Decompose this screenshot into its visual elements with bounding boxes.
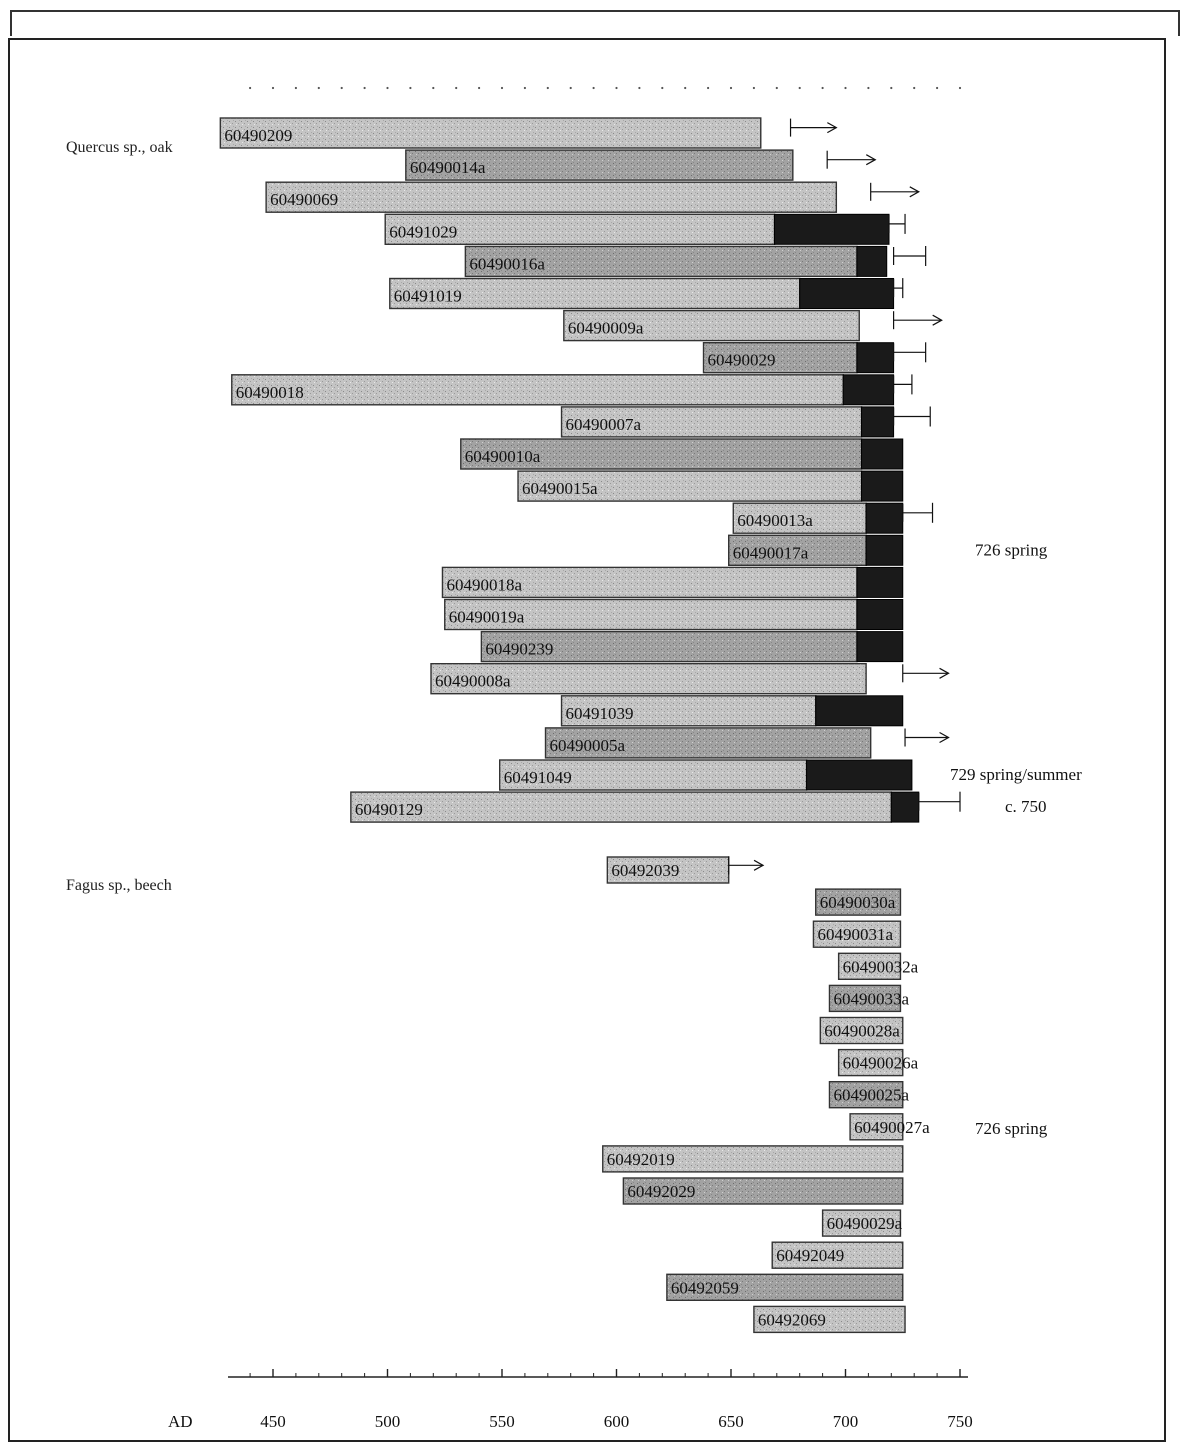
top-dot	[249, 87, 251, 89]
x-tick-label: 700	[832, 1412, 859, 1431]
sample-id-label: 60490033a	[833, 989, 910, 1009]
sample-id-label: 60492039	[611, 861, 680, 880]
sapwood-bar	[857, 600, 903, 630]
sample-id-label: 60490013a	[737, 511, 813, 531]
felling-date-annotation: 726 spring	[975, 1118, 1048, 1138]
top-dot	[272, 87, 274, 89]
x-axis	[228, 1369, 973, 1431]
sapwood-bar	[862, 439, 903, 469]
top-dot	[615, 87, 617, 89]
sapwood-bar	[862, 407, 894, 437]
sample-bar	[607, 856, 763, 883]
sample-bar	[772, 1242, 903, 1268]
top-dot	[341, 87, 343, 89]
top-dot	[295, 87, 297, 89]
x-tick-label: 650	[718, 1412, 744, 1431]
sample-id-label: 60492059	[670, 1278, 739, 1298]
top-dot	[707, 87, 709, 89]
sample-bar	[518, 471, 903, 501]
sample-id-label: 60490008a	[435, 671, 511, 691]
sample-id-label: 60490016a	[469, 254, 545, 274]
sample-bar	[729, 535, 903, 565]
sample-bar	[829, 985, 909, 1011]
sample-id-label: 60492019	[606, 1149, 675, 1169]
sample-id-label: 60490029	[707, 350, 776, 370]
sample-bar	[754, 1306, 905, 1332]
sample-bar	[829, 1082, 909, 1108]
sample-bar	[442, 567, 902, 597]
sample-id-label: 60492029	[627, 1182, 696, 1201]
sapwood-bar	[775, 214, 890, 244]
sample-id-label: 60491039	[565, 703, 634, 723]
top-dot	[776, 87, 778, 89]
sample-id-label: 60490019a	[448, 607, 525, 627]
sample-id-label: 60491019	[393, 286, 462, 306]
group-label-oak: Quercus sp., oak	[66, 139, 173, 156]
sample-id-label: 60490025a	[833, 1085, 910, 1105]
sample-id-label: 60490026a	[842, 1053, 919, 1073]
sapwood-bar	[857, 632, 903, 662]
sample-bars	[220, 118, 960, 1332]
sample-bar	[667, 1274, 903, 1300]
top-dot	[844, 87, 846, 89]
sapwood-bar	[862, 471, 903, 501]
sample-id-label: 60490031a	[817, 925, 893, 945]
heartwood-bar	[232, 375, 843, 405]
sapwood-bar	[807, 760, 912, 790]
top-dot	[822, 87, 824, 89]
sample-id-label: 60492049	[776, 1246, 845, 1266]
sample-id-label: 60490028a	[824, 1021, 900, 1041]
top-dot	[959, 87, 961, 89]
sample-id-label: 60490014a	[409, 158, 486, 178]
felling-date-annotation: 729 spring/summer	[950, 765, 1082, 784]
sapwood-bar	[866, 535, 903, 565]
x-axis-label: AD	[168, 1412, 193, 1431]
heartwood-bar	[266, 182, 836, 212]
sample-bar	[465, 246, 925, 276]
x-tick-label: 600	[603, 1412, 630, 1431]
heartwood-bar	[220, 118, 760, 148]
sapwood-bar	[857, 343, 894, 373]
sample-id-label: 60492069	[757, 1310, 826, 1330]
sample-bar	[823, 1210, 903, 1236]
x-tick-label: 550	[489, 1412, 515, 1431]
sample-id-label: 60490017a	[732, 543, 809, 563]
sapwood-bar	[891, 792, 918, 822]
sample-bar	[816, 889, 901, 915]
sample-bar	[603, 1146, 903, 1172]
top-dot	[570, 87, 572, 89]
sample-id-label: 60490018a	[446, 575, 523, 595]
sample-bar	[704, 342, 926, 372]
felling-date-annotation: 726 spring	[975, 540, 1048, 560]
x-tick-label: 500	[374, 1412, 401, 1431]
top-dot-row	[249, 87, 961, 89]
sapwood-bar	[857, 246, 887, 276]
sapwood-bar	[800, 279, 894, 309]
annotations	[950, 540, 1082, 1138]
top-dot	[386, 87, 388, 89]
sapwood-bar	[816, 696, 903, 726]
top-dot	[936, 87, 938, 89]
heartwood-bar	[351, 792, 891, 822]
sample-bar	[820, 1018, 902, 1044]
sapwood-bar	[857, 567, 903, 597]
group-label-beech: Fagus sp., beech	[66, 877, 172, 894]
sample-id-label: 60490009a	[567, 318, 644, 338]
sample-bar	[445, 600, 903, 630]
sample-id-label: 60490069	[270, 190, 339, 210]
sample-bar	[733, 503, 932, 533]
sample-id-label: 60490027a	[854, 1117, 930, 1137]
sample-id-label: 60491049	[503, 768, 572, 787]
top-dot	[890, 87, 892, 89]
sample-id-label: 60490015a	[522, 479, 598, 499]
top-dot	[455, 87, 457, 89]
sample-bar	[232, 374, 912, 404]
sample-bar	[351, 792, 960, 822]
sample-bar	[220, 118, 836, 148]
sample-bar	[461, 439, 903, 469]
top-dot	[432, 87, 434, 89]
top-dot	[501, 87, 503, 89]
top-dot	[364, 87, 366, 89]
sample-bar	[562, 407, 931, 437]
top-dot	[867, 87, 869, 89]
top-dot	[799, 87, 801, 89]
sapwood-bar	[866, 503, 903, 533]
top-dot	[478, 87, 480, 89]
sample-id-label: 60490032a	[842, 957, 919, 977]
top-dot	[547, 87, 549, 89]
sample-bar	[813, 921, 900, 947]
sample-bar	[385, 214, 905, 244]
sapwood-bar	[843, 375, 893, 405]
top-dot	[318, 87, 320, 89]
sample-id-label: 60490007a	[565, 414, 642, 434]
sample-id-label: 60490129	[354, 800, 423, 820]
sample-id-label: 60490010a	[464, 447, 541, 466]
sample-bar	[839, 953, 919, 979]
sample-bar	[839, 1050, 919, 1076]
top-dot	[661, 87, 663, 89]
sample-bar	[564, 311, 942, 341]
top-dot	[593, 87, 595, 89]
sample-id-label: 60490209	[224, 126, 293, 145]
sample-bar	[406, 150, 875, 180]
sample-id-label: 60490030a	[819, 893, 896, 913]
sample-id-label: 60491029	[389, 222, 458, 242]
sample-bar	[623, 1178, 902, 1204]
top-dot	[409, 87, 411, 89]
top-dot	[638, 87, 640, 89]
sample-bar	[850, 1114, 930, 1140]
sample-id-label: 60490029a	[826, 1214, 903, 1234]
felling-date-annotation: c. 750	[1005, 797, 1047, 817]
top-dot	[684, 87, 686, 89]
sample-bar	[481, 632, 902, 662]
sample-id-label: 60490005a	[549, 735, 626, 755]
top-dot	[753, 87, 755, 89]
sample-bar	[500, 760, 912, 790]
sample-bar	[390, 278, 903, 308]
top-dot	[730, 87, 732, 89]
sample-bar	[546, 728, 949, 758]
x-tick-label: 750	[947, 1412, 973, 1431]
sample-id-label: 60490239	[485, 639, 554, 659]
top-dot	[524, 87, 526, 89]
top-dot	[913, 87, 915, 89]
x-tick-label: 450	[260, 1412, 286, 1431]
sample-bar	[431, 664, 949, 694]
sample-id-label: 60490018	[235, 382, 304, 402]
sample-bar	[562, 696, 903, 726]
sample-bar	[266, 182, 919, 212]
